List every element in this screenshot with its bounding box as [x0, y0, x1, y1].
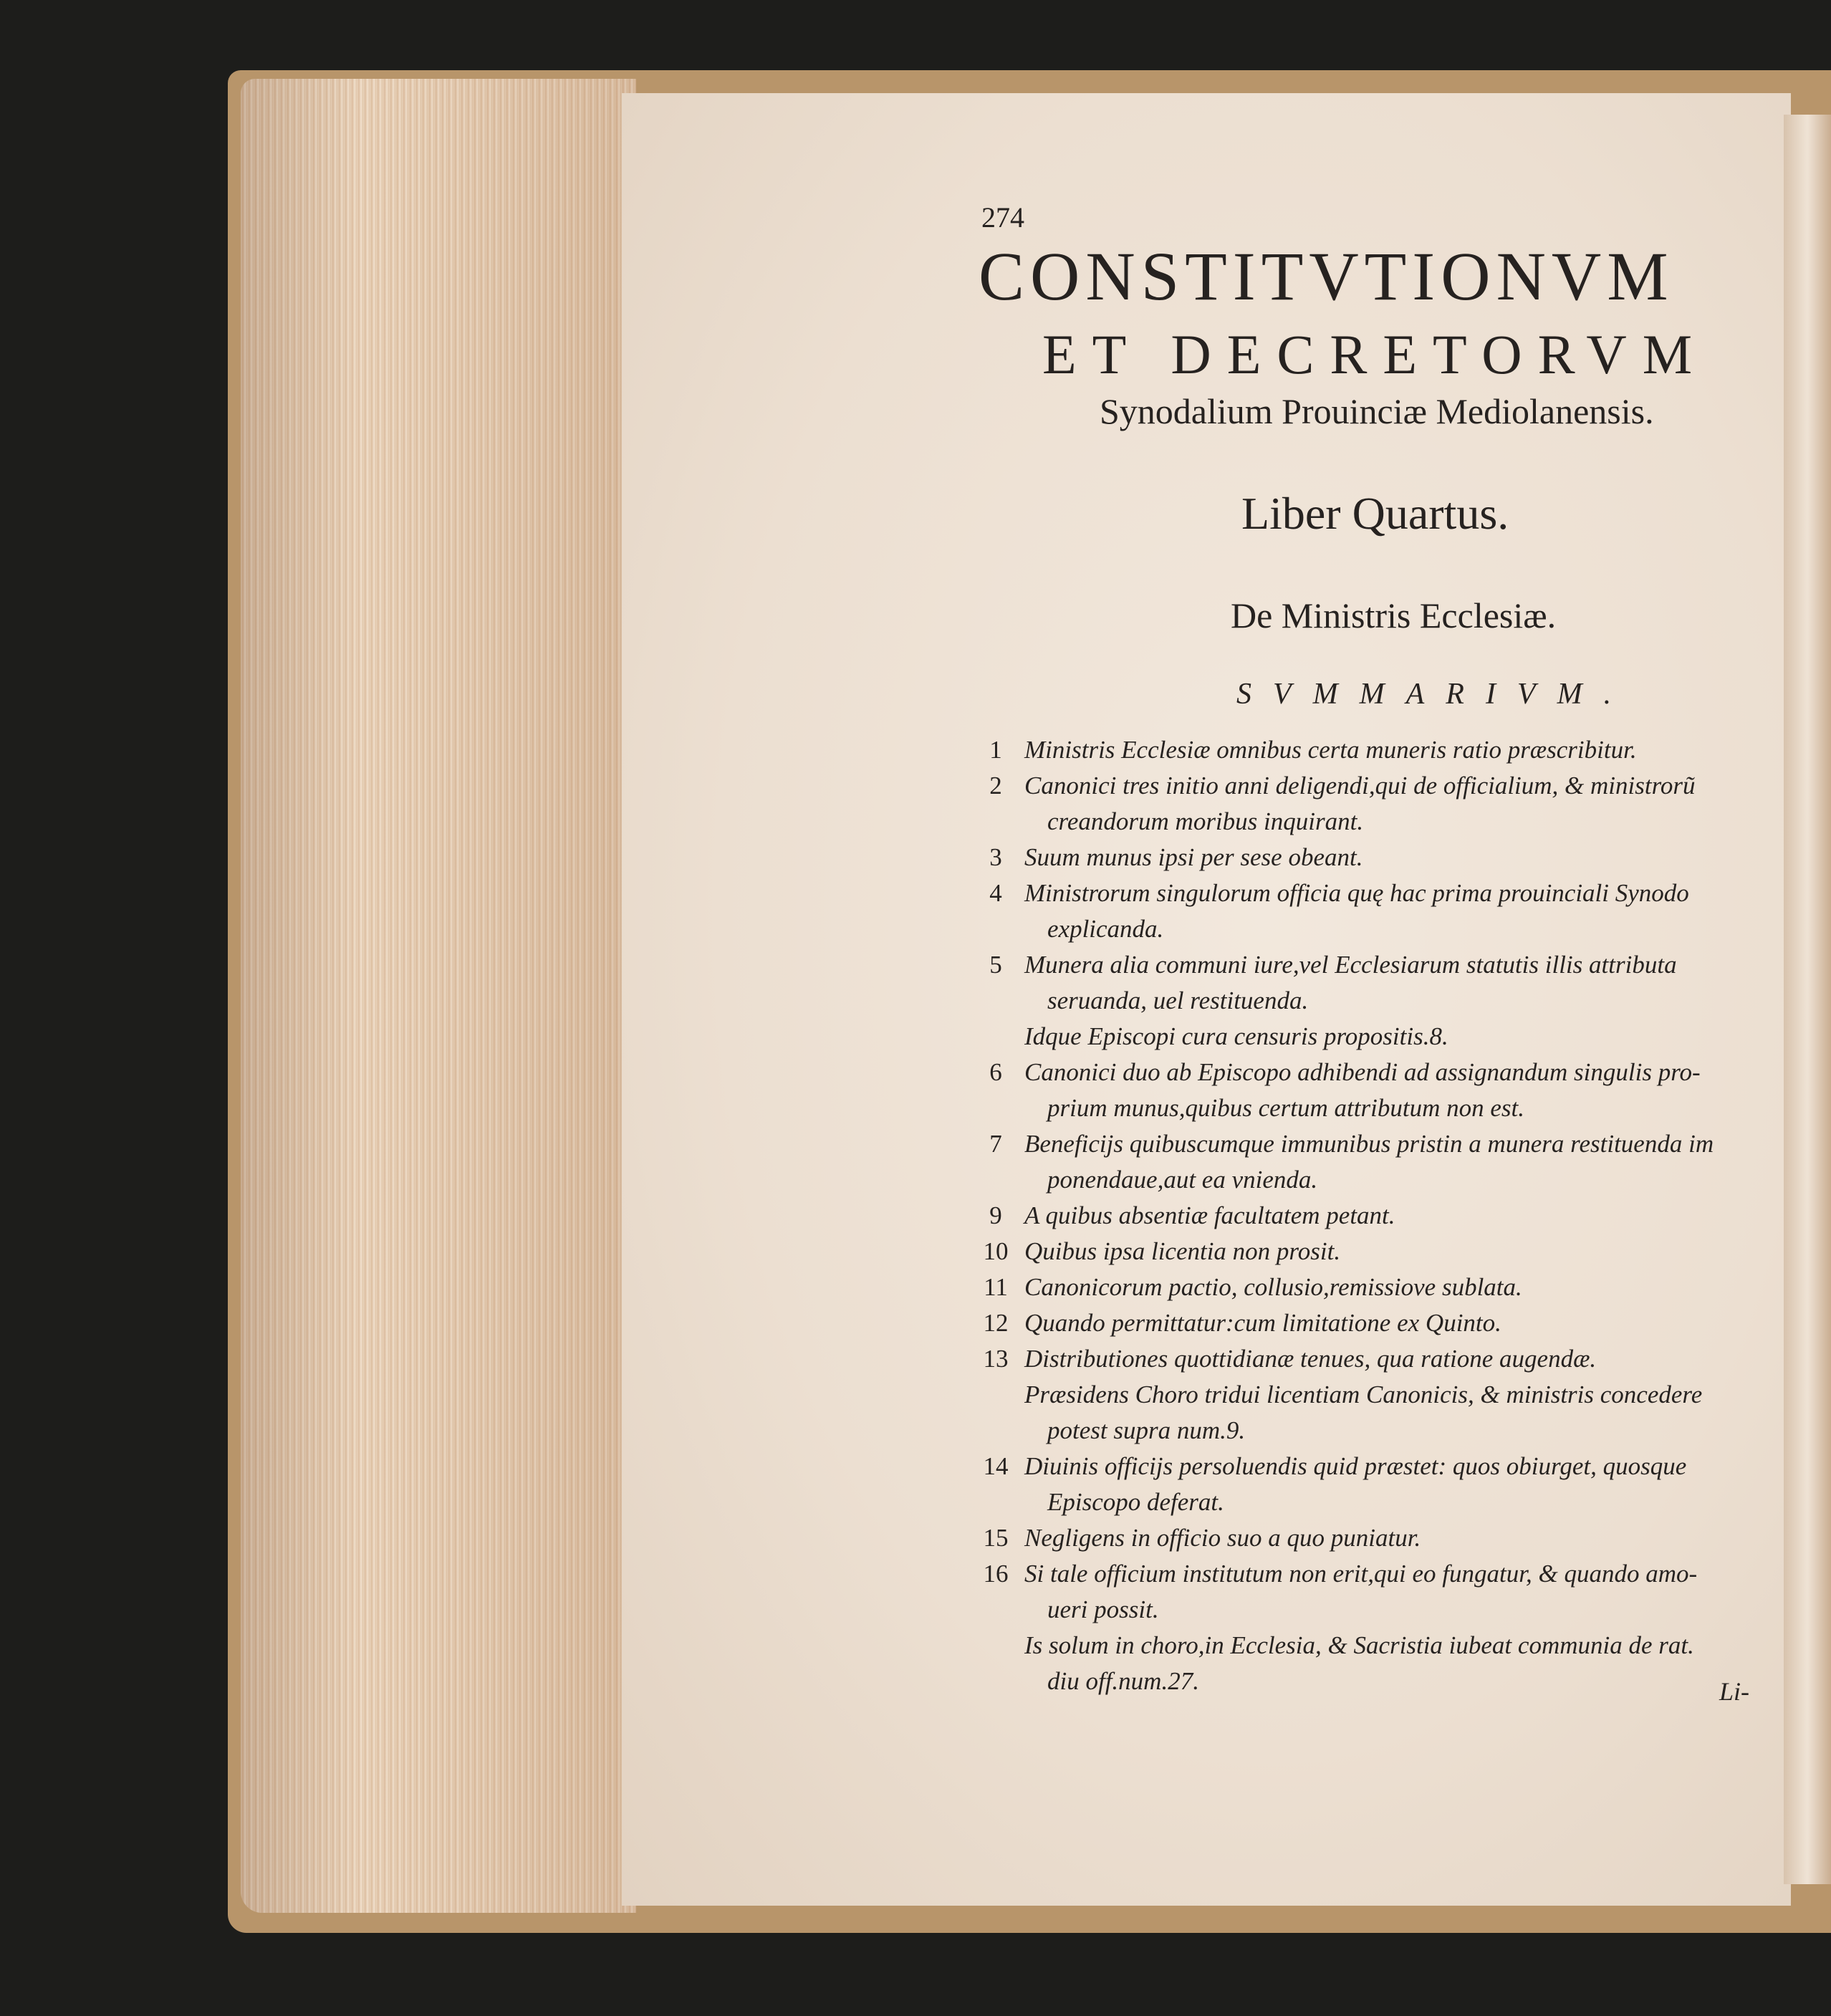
facing-page-gutter — [1784, 115, 1831, 1884]
entry-number: 11 — [984, 1273, 1008, 1301]
entry-line: ponendaue,aut ea vnienda. — [1047, 1166, 1318, 1194]
entry-line: Beneficijs quibuscumque immunibus pristin a munera restituenda im — [1024, 1130, 1714, 1158]
summary-entry — [967, 1341, 1777, 1377]
summary-entry — [967, 1126, 1777, 1198]
summary-entry — [967, 1628, 1777, 1699]
entry-text — [1024, 1628, 1777, 1699]
entry-number: 7 — [989, 1130, 1002, 1158]
entry-text — [1024, 1305, 1777, 1341]
entry-line: Ministrorum singulorum officia quę hac prima prouinciali Synodo — [1024, 879, 1689, 907]
summary-entry — [967, 1377, 1777, 1449]
summary-entry — [967, 840, 1777, 875]
entry-number: 16 — [983, 1560, 1009, 1588]
entry-number: 5 — [989, 951, 1002, 979]
entry-line: Si tale officium institutum non erit,qui eo fungatur, & quando amo- — [1024, 1560, 1698, 1588]
entry-text — [1024, 1341, 1777, 1377]
entry-line: Distributiones quottidianæ tenues, qua ratione augendæ. — [1024, 1345, 1597, 1373]
entry-line: Suum munus ipsi per sese obeant. — [1024, 843, 1363, 871]
summary-entry — [967, 875, 1777, 947]
entry-number: 12 — [983, 1309, 1009, 1337]
summary-entry — [967, 768, 1777, 840]
entry-line: potest supra num.9. — [1047, 1416, 1246, 1444]
entry-text — [1024, 840, 1777, 875]
summary-entry — [967, 1556, 1777, 1628]
entry-text — [1024, 875, 1777, 947]
book-title: Liber Quartus. — [1241, 488, 1509, 539]
entry-line: Canonici duo ab Episcopo adhibendi ad assignandum singulis pro- — [1024, 1058, 1701, 1086]
page-number: 274 — [981, 201, 1024, 234]
entry-line: Negligens in officio suo a quo puniatur. — [1024, 1524, 1421, 1552]
entry-line: Quando permittatur:cum limitatione ex Quinto. — [1024, 1309, 1501, 1337]
entry-text — [1024, 1520, 1777, 1556]
summary-entry — [967, 732, 1777, 768]
summary-entry — [967, 1305, 1777, 1341]
summary-entry — [967, 1520, 1777, 1556]
summary-list — [967, 732, 1777, 1699]
summary-entry — [967, 1234, 1777, 1269]
entry-text — [1024, 1269, 1777, 1305]
entry-text — [1024, 1377, 1777, 1449]
entry-number: 14 — [983, 1452, 1009, 1480]
entry-text — [1024, 1234, 1777, 1269]
entry-number: 2 — [989, 772, 1002, 800]
entry-line: Diuinis officijs persoluendis quid præstet: quos obiurget, quosque — [1024, 1452, 1687, 1480]
entry-number: 6 — [989, 1058, 1002, 1086]
entry-text — [1024, 768, 1777, 840]
summary-entry — [967, 1198, 1777, 1234]
entry-line: Munera alia communi iure,vel Ecclesiarum statutis illis attributa — [1024, 951, 1677, 979]
entry-number: 1 — [989, 736, 1002, 764]
entry-line: prium munus,quibus certum attributum non est. — [1047, 1094, 1524, 1122]
entry-text — [1024, 1556, 1777, 1628]
entry-text — [1024, 1198, 1777, 1234]
entry-number: 15 — [983, 1524, 1009, 1552]
entry-line: Episcopo deferat. — [1047, 1488, 1224, 1516]
entry-line: Idque Episcopi cura censuris propositis.8. — [1024, 1022, 1448, 1050]
summary-entry — [967, 947, 1777, 1019]
entry-number: 3 — [989, 843, 1002, 871]
entry-line: Ministris Ecclesiæ omnibus certa muneris ratio præscribitur. — [1024, 736, 1637, 764]
entry-number: 13 — [983, 1345, 1009, 1373]
title-line-3: Synodalium Prouinciæ Mediolanensis. — [1100, 391, 1654, 431]
entry-line: Canonici tres initio anni deligendi,qui de officialium, & ministrorũ — [1024, 772, 1696, 800]
summary-entry — [967, 1055, 1777, 1126]
entry-text — [1024, 1055, 1777, 1126]
fore-edge-shading — [241, 79, 636, 1913]
title-line-2: ET DECRETORVM — [1042, 323, 1709, 385]
entry-line: Canonicorum pactio, collusio,remissiove sublata. — [1024, 1273, 1522, 1301]
entry-text — [1024, 1019, 1777, 1055]
summary-entry — [967, 1449, 1777, 1520]
entry-number: 10 — [983, 1237, 1009, 1265]
entry-line: ueri possit. — [1047, 1595, 1159, 1623]
entry-text — [1024, 732, 1777, 768]
entry-line: creandorum moribus inquirant. — [1047, 807, 1364, 835]
entry-line: explicanda. — [1047, 915, 1164, 943]
entry-line: Præsidens Choro tridui licentiam Canonicis, & ministris concedere — [1024, 1381, 1703, 1408]
chapter-title: De Ministris Ecclesiæ. — [1231, 595, 1557, 635]
entry-line: seruanda, uel restituenda. — [1047, 987, 1309, 1014]
entry-number: 9 — [989, 1201, 1002, 1229]
entry-text — [1024, 1449, 1777, 1520]
summary-entry — [967, 1269, 1777, 1305]
entry-line: Is solum in choro,in Ecclesia, & Sacristia iubeat communia de rat. — [1024, 1631, 1694, 1659]
title-line-1: CONSTITVTIONVM — [979, 238, 1674, 315]
entry-line: diu off.num.27. — [1047, 1667, 1199, 1695]
entry-line: A quibus absentiæ facultatem petant. — [1024, 1201, 1395, 1229]
entry-text — [1024, 1126, 1777, 1198]
entry-text — [1024, 947, 1777, 1019]
entry-line: Quibus ipsa licentia non prosit. — [1024, 1237, 1341, 1265]
entry-number: 4 — [989, 879, 1002, 907]
summary-entry — [967, 1019, 1777, 1055]
summary-heading: SVMMARIVM. — [1236, 678, 1633, 711]
catchword: Li- — [1719, 1677, 1750, 1706]
